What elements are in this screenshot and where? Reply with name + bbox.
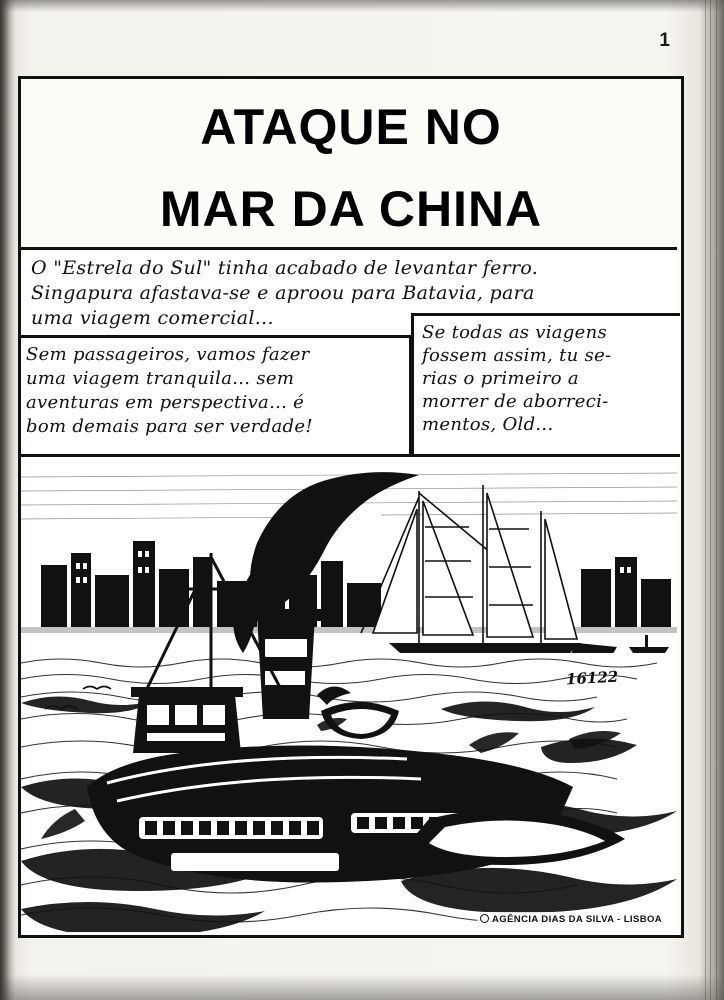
credit-text: AGÊNCIA DIAS DA SILVA - LISBOA xyxy=(492,914,662,925)
title-line-2: MAR DA CHINA xyxy=(159,181,543,237)
comic-artwork xyxy=(21,457,677,932)
balloon-left-line-2: uma viagem tranquila... sem xyxy=(26,368,295,389)
copyright-icon xyxy=(480,914,489,923)
comic-panel-frame xyxy=(18,76,684,938)
page-binding-shadow xyxy=(0,0,16,1000)
title-line-1: ATAQUE NO xyxy=(200,99,502,155)
artist-signature: 16122 xyxy=(565,667,619,689)
caption-line-3: uma viagem comercial... xyxy=(31,307,274,329)
balloon-right-line-3: rias o primeiro a xyxy=(422,368,579,389)
caption-line-2: Singapura afastava-se e aproou para Batavia, para xyxy=(31,282,535,304)
balloon-left-line-3: aventuras em perspectiva... é xyxy=(26,392,305,413)
balloon-right-line-1: Se todas as viagens xyxy=(422,322,608,343)
caption-line-1: O "Estrela do Sul" tinha acabado de levantar ferro. xyxy=(31,257,539,279)
page-top-shadow xyxy=(0,0,724,12)
seascape-illustration xyxy=(21,457,677,932)
balloon-right-line-4: morrer de aborreci- xyxy=(422,391,609,412)
page-edge-right xyxy=(700,0,724,1000)
speech-balloon-row xyxy=(21,322,677,457)
comic-title xyxy=(21,85,681,243)
speech-balloon-right xyxy=(411,313,680,457)
speech-balloon-left xyxy=(18,335,412,457)
balloon-left-line-1: Sem passageiros, vamos fazer xyxy=(26,344,310,365)
publisher-credit xyxy=(477,912,665,926)
balloon-left-line-4: bom demais para ser verdade! xyxy=(26,416,313,437)
balloon-right-line-5: mentos, Old... xyxy=(422,414,554,435)
page-bottom-shadow xyxy=(0,974,724,1000)
balloon-right-line-2: fossem assim, tu se- xyxy=(422,345,612,366)
page-number: 1 xyxy=(659,30,670,51)
